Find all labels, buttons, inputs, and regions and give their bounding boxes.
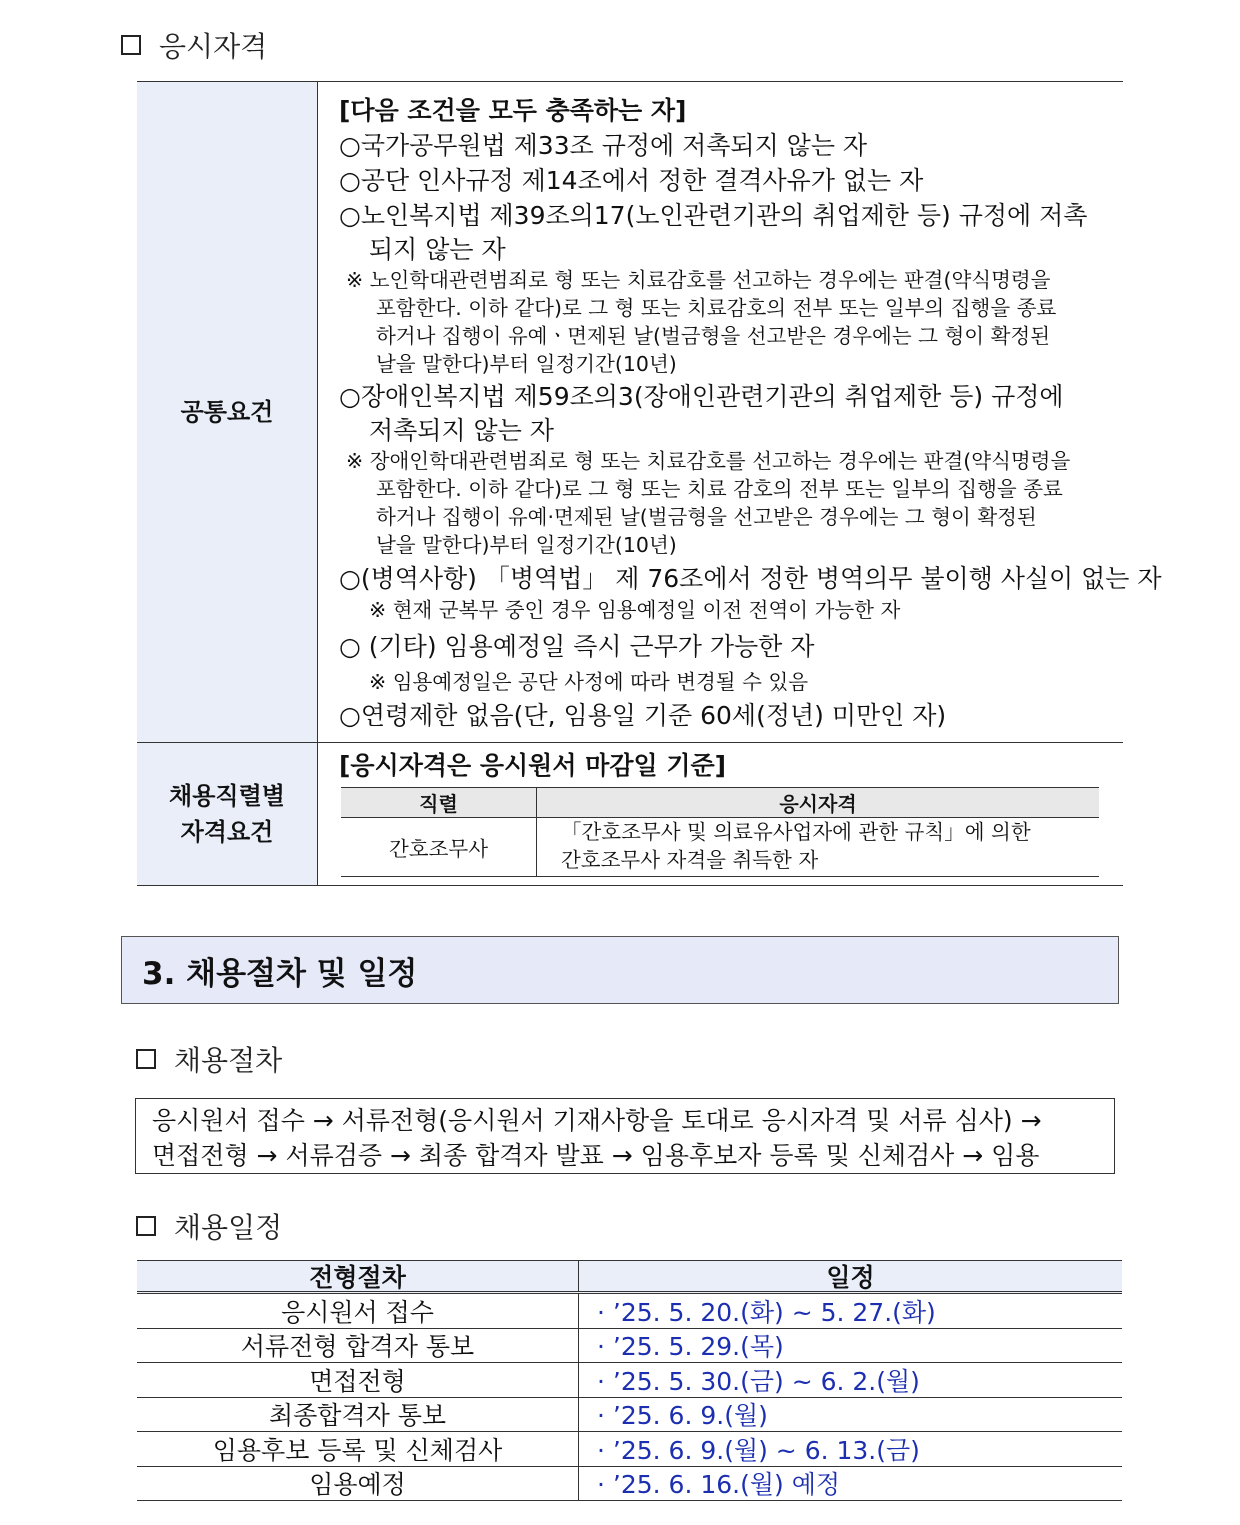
section-3-banner: [121, 936, 1119, 1004]
note-item-cont: 날을 말한다)부터 일정기간(10년): [376, 533, 677, 557]
table-row: [137, 1467, 1122, 1502]
procedure-heading: [136, 1039, 282, 1079]
cell-date: · ’25. 6. 16.(월) 예정: [597, 1470, 841, 1500]
table-row: [137, 1398, 1122, 1433]
schedule-heading-text: 채용일정: [174, 1211, 283, 1244]
cell-qualification-line1: 「간호조무사 및 의료유사업자에 관한 규칙」에 의한: [561, 820, 1031, 844]
schedule-table: [137, 1260, 1122, 1501]
condition-item: ○공단 인사규정 제14조에서 정한 결격사유가 없는 자: [339, 166, 924, 195]
qualification-heading-text: 응시자격: [159, 30, 268, 63]
table-row: [137, 1432, 1122, 1467]
procedure-heading-text: 채용절차: [174, 1044, 283, 1077]
note-item: ※ 장애인학대관련범죄로 형 또는 치료감호를 선고하는 경우에는 판결(약식명령을: [346, 449, 1071, 473]
cell-step: 응시원서 접수: [137, 1294, 579, 1328]
condition-item: ○연령제한 없음(단, 임용일 기준 60세(정년) 미만인 자): [339, 701, 947, 730]
note-item-cont: 하거나 집행이 유예ㆍ면제된 날(벌금형을 선고받은 경우에는 그 형이 확정된: [376, 324, 1051, 348]
job-requirements-label: [137, 743, 318, 885]
job-qualification-table: [341, 787, 1099, 877]
job-note: [응시자격은 응시원서 마감일 기준]: [339, 751, 727, 780]
cell-job: 간호조무사: [341, 818, 537, 876]
cell-step: 임용후보 등록 및 신체검사: [137, 1432, 579, 1466]
header-qualification: 응시자격: [779, 792, 857, 816]
header-step: 전형절차: [137, 1261, 579, 1291]
cell-date: · ’25. 5. 30.(금) ~ 6. 2.(월): [597, 1366, 920, 1396]
procedure-line2: 면접전형 → 서류검증 → 최종 합격자 발표 → 임용후보자 등록 및 신체검사 → 임용: [152, 1141, 1040, 1170]
schedule-header-row: [137, 1260, 1122, 1294]
note-item-cont: 하거나 집행이 유예·면제된 날(벌금형을 선고받은 경우에는 그 형이 확정된: [376, 505, 1037, 529]
condition-item-cont: 되지 않는 자: [369, 235, 506, 264]
cell-step: 임용예정: [137, 1467, 579, 1501]
qualification-heading: [121, 25, 267, 65]
condition-item: ○노인복지법 제39조의17(노인관련기관의 취업제한 등) 규정에 저촉: [339, 201, 1088, 230]
common-requirements-label: 공통요건: [137, 82, 318, 742]
job-label-line2: 자격요건: [180, 818, 274, 846]
table-row: [137, 1363, 1122, 1398]
table-row: [137, 1329, 1122, 1364]
note-item: ※ 노인학대관련범죄로 형 또는 치료감호를 선고하는 경우에는 판결(약식명령을: [346, 268, 1051, 292]
cell-date: · ’25. 5. 29.(목): [597, 1332, 784, 1362]
note-item-cont: 날을 말한다)부터 일정기간(10년): [376, 352, 677, 376]
checkbox-square-icon: [121, 35, 141, 55]
cell-date: · ’25. 5. 20.(화) ~ 5. 27.(화): [597, 1297, 936, 1327]
qualification-table: [137, 81, 1162, 886]
job-label-line1: 채용직렬별: [169, 782, 285, 810]
cell-date: · ’25. 6. 9.(월) ~ 6. 13.(금): [597, 1435, 920, 1465]
cell-step: 면접전형: [137, 1363, 579, 1397]
table-row: [137, 1294, 1122, 1329]
condition-header: [다음 조건을 모두 충족하는 자]: [339, 96, 687, 125]
procedure-line1: 응시원서 접수 → 서류전형(응시원서 기재사항을 토대로 응시자격 및 서류 심사) →: [152, 1106, 1042, 1135]
condition-item: ○국가공무원법 제33조 규정에 저촉되지 않는 자: [339, 131, 868, 160]
table-row: [341, 818, 1099, 877]
condition-item: ○장애인복지법 제59조의3(장애인관련기관의 취업제한 등) 규정에: [339, 382, 1064, 411]
note-item-cont: 포함한다. 이하 같다)로 그 형 또는 치료감호의 전부 또는 일부의 집행을 종료: [376, 296, 1057, 320]
condition-item: ○(병역사항) 「병역법」 제 76조에서 정한 병역의무 불이행 사실이 없는 자: [339, 564, 1162, 593]
note-item-cont: 포함한다. 이하 같다)로 그 형 또는 치료 감호의 전부 또는 일부의 집행을 종료: [376, 477, 1063, 501]
note-item: ※ 임용예정일은 공단 사정에 따라 변경될 수 있음: [369, 670, 809, 694]
procedure-box: [135, 1098, 1115, 1174]
section-3-title: 3. 채용절차 및 일정: [142, 955, 418, 992]
cell-date: · ’25. 6. 9.(월): [597, 1401, 768, 1431]
condition-item: ○ (기타) 임용예정일 즉시 근무가 가능한 자: [339, 632, 815, 661]
cell-step: 서류전형 합격자 통보: [137, 1329, 579, 1363]
checkbox-square-icon: [136, 1216, 156, 1236]
condition-item-cont: 저촉되지 않는 자: [369, 416, 554, 445]
cell-qualification-line2: 간호조무사 자격을 취득한 자: [561, 848, 819, 872]
cell-step: 최종합격자 통보: [137, 1398, 579, 1432]
checkbox-square-icon: [136, 1049, 156, 1069]
table-header-row: [341, 787, 1099, 818]
schedule-heading: [136, 1206, 282, 1246]
cell-qualification: [537, 818, 1099, 876]
header-job: 직렬: [341, 788, 537, 817]
header-date: 일정: [826, 1263, 875, 1292]
note-item: ※ 현재 군복무 중인 경우 임용예정일 이전 전역이 가능한 자: [369, 598, 901, 622]
